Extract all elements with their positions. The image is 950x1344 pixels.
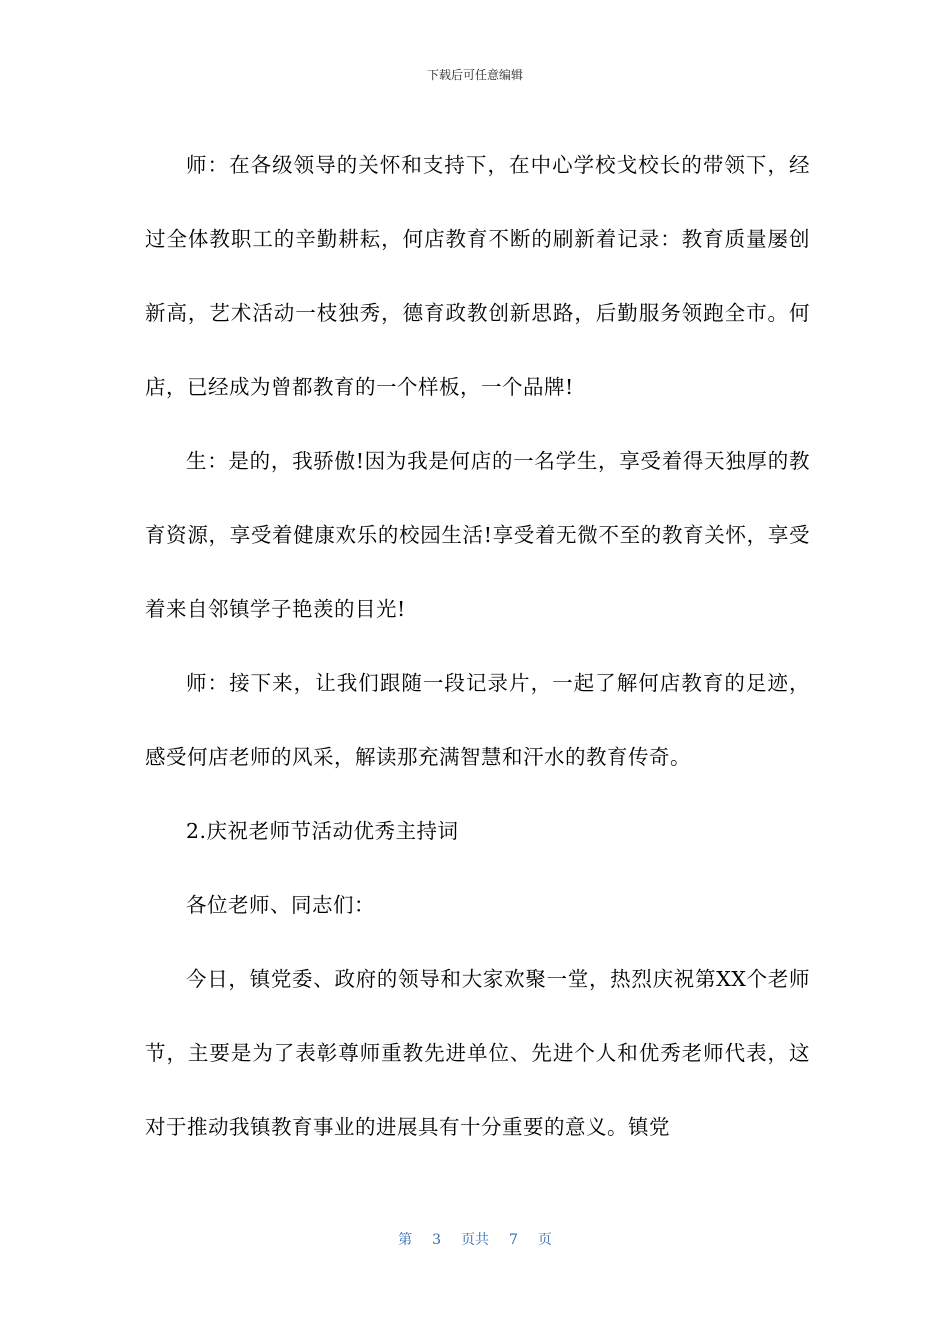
page-label-mid: 页共 [461, 1232, 489, 1248]
paragraph-opening-speech: 今日，镇党委、政府的领导和大家欢聚一堂，热烈庆祝第XX个老师节，主要是为了表彰尊师重教先进单位、先进个人和优秀老师代表，这对于推动我镇教育事业的进展具有十分重要的意义。镇党 [145, 967, 810, 1139]
current-page-number: 3 [432, 1232, 441, 1248]
section-heading: 2.庆祝老师节活动优秀主持词 [186, 819, 459, 843]
page-label-suffix: 页 [537, 1232, 552, 1248]
page-header [0, 67, 950, 83]
paragraph-teacher-transition: 师：接下来，让我们跟随一段记录片，一起了解何店教育的足迹，感受何店老师的风采，解读那充满智慧和汗水的教育传奇。 [145, 671, 810, 769]
header-note: 下载后可任意编辑 [426, 68, 523, 82]
document-body [145, 128, 810, 1164]
total-pages-number: 7 [509, 1232, 518, 1248]
paragraph-student-reply: 生：是的，我骄傲!因为我是何店的一名学生，享受着得天独厚的教育资源，享受着健康欢乐的校园生活!享受着无微不至的教育关怀，享受着来自邻镇学子艳羡的目光! [145, 449, 810, 621]
salutation: 各位老师、同志们： [186, 893, 375, 917]
page-label-prefix: 第 [398, 1232, 413, 1248]
paragraph-teacher-intro: 师：在各级领导的关怀和支持下，在中心学校戈校长的带领下，经过全体教职工的辛勤耕耘，何店教育不断的刷新着记录：教育质量屡创新高，艺术活动一枝独秀，德育政教创新思路，后勤服务领跑全市。何店，已经成为曾都教育的一个样板，一个品牌! [145, 153, 810, 399]
page-footer [0, 1230, 950, 1250]
